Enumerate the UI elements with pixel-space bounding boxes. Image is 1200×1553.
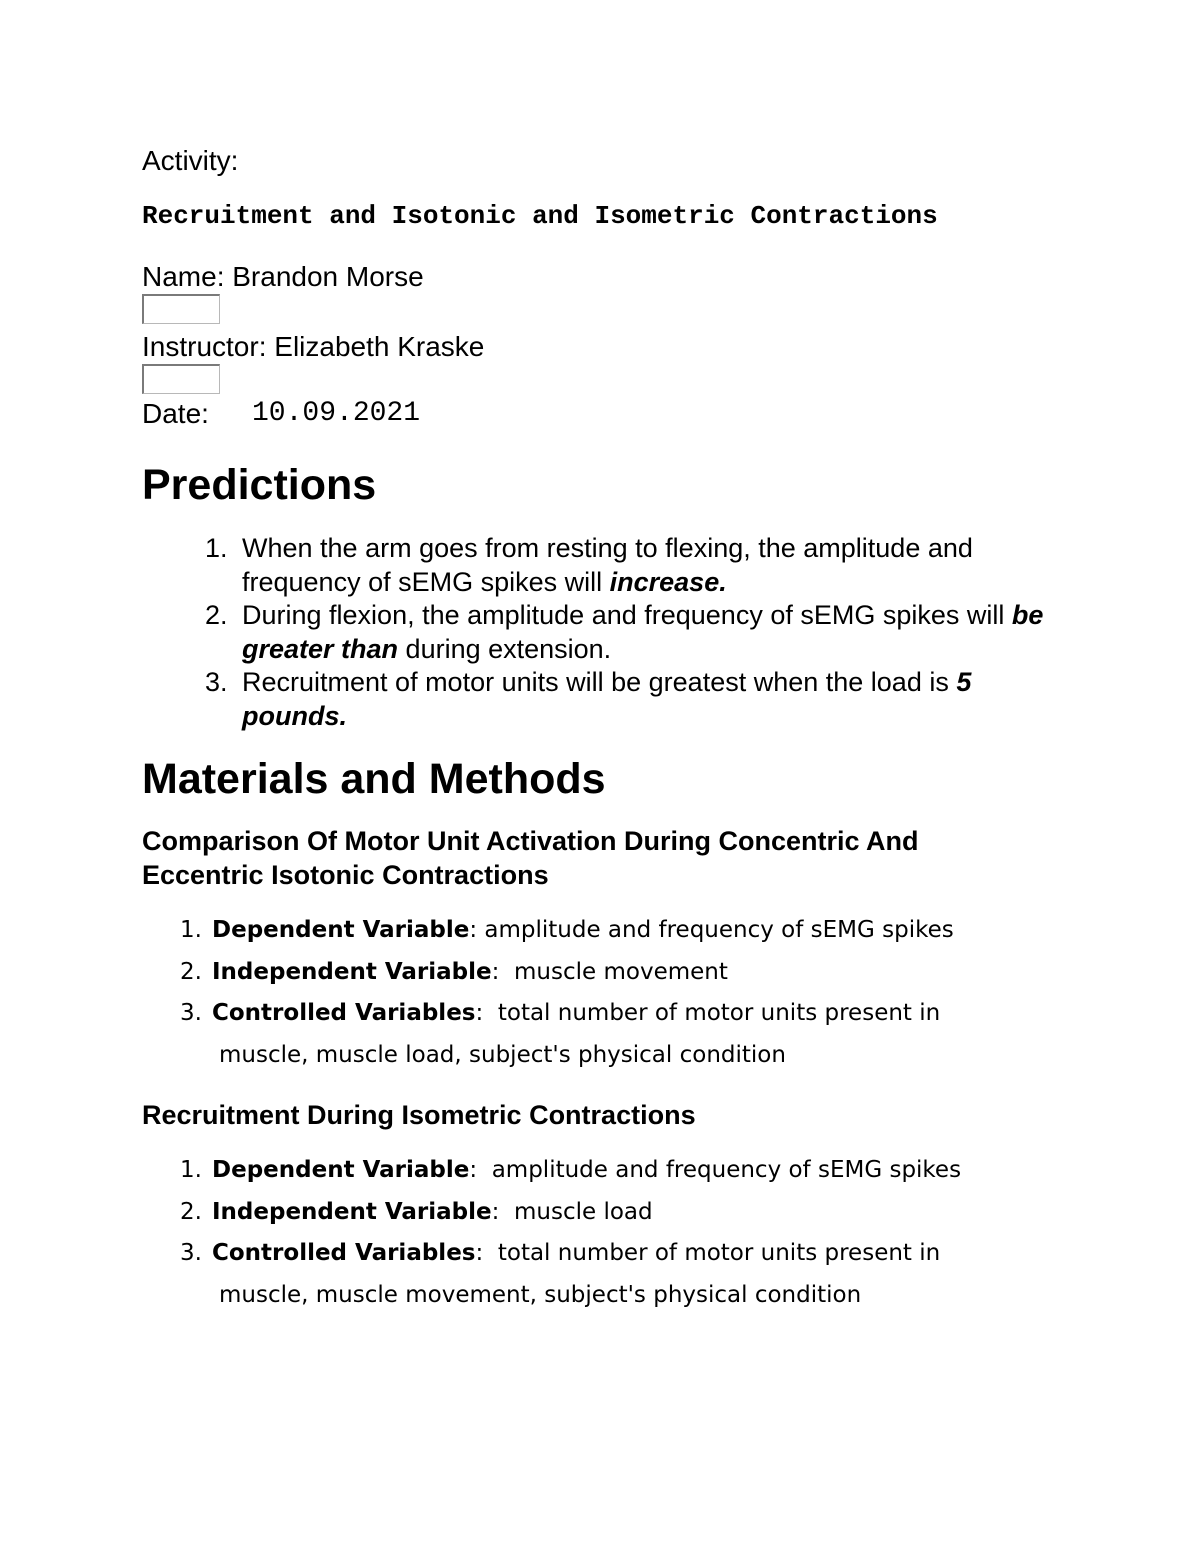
variable-item: [180, 952, 1040, 994]
name-line: [142, 260, 424, 294]
variable-label: Independent Variable: [212, 1198, 492, 1225]
activity-label: Activity:: [142, 145, 239, 176]
isometric-variables-list: [180, 1150, 1040, 1316]
name-label: Name:: [142, 261, 225, 292]
variable-item: [180, 1192, 1040, 1234]
section-title-isometric: Recruitment During Isometric Contractions: [142, 1100, 696, 1130]
list-number: 1.: [180, 917, 202, 943]
prediction-emphasis: be greater than: [242, 600, 1044, 664]
variable-item: [180, 1150, 1040, 1192]
variable-label: Controlled Variables: [212, 1240, 476, 1266]
instructor-line: [142, 330, 484, 364]
variable-label: Dependent Variable: [212, 1157, 470, 1183]
variable-value: muscle load: [499, 1198, 653, 1225]
name-input-box[interactable]: [142, 294, 220, 324]
prediction-text: During flexion, the amplitude and frequency of sEMG spikes will: [242, 600, 1012, 630]
variable-sep: :: [475, 1000, 484, 1026]
variable-value: total number of motor units present in: [483, 1000, 941, 1026]
variable-sep: :: [491, 1198, 500, 1225]
predictions-list: [200, 532, 1080, 733]
prediction-item: [200, 599, 1080, 666]
prediction-item: [200, 532, 1080, 599]
variable-value: amplitude and frequency of sEMG spikes: [477, 917, 954, 943]
variable-label: Controlled Variables: [212, 1000, 476, 1026]
list-number: 3.: [180, 1000, 202, 1026]
activity-title: Recruitment and Isotonic and Isometric Contractions: [142, 201, 938, 231]
list-number: 2.: [205, 600, 228, 630]
variable-value-continued: muscle, muscle movement, subject's physical condition: [219, 1281, 862, 1308]
section-title-isotonic: Comparison Of Motor Unit Activation During Concentric And Eccentric Isotonic Contractions: [142, 826, 919, 890]
variable-value: amplitude and frequency of sEMG spikes: [477, 1157, 962, 1183]
date-label: Date:: [142, 398, 209, 429]
variable-label: Dependent Variable: [212, 917, 470, 943]
isotonic-variables-list: [180, 910, 1040, 1076]
prediction-emphasis: increase.: [609, 566, 727, 597]
variable-value: muscle movement: [499, 958, 728, 985]
variable-value-continued: muscle, muscle load, subject's physical condition: [219, 1041, 786, 1068]
instructor-label: Instructor:: [142, 331, 267, 362]
variable-item: [180, 993, 1040, 1076]
variable-value: total number of motor units present in: [483, 1240, 941, 1266]
variable-sep: :: [469, 1157, 478, 1183]
list-number: 3.: [180, 1240, 202, 1266]
instructor-value: Elizabeth Kraske: [274, 331, 485, 362]
predictions-heading: Predictions: [142, 461, 377, 509]
list-number: 2.: [180, 958, 202, 985]
prediction-text-after: during extension.: [398, 633, 612, 664]
list-number: 3.: [205, 667, 228, 697]
prediction-text: Recruitment of motor units will be greatest when the load is: [242, 667, 957, 697]
list-number: 1.: [205, 533, 228, 563]
list-number: 1.: [180, 1157, 202, 1183]
prediction-item: [200, 666, 1080, 733]
variable-item: [180, 910, 1040, 952]
variable-item: [180, 1233, 1040, 1316]
methods-heading: Materials and Methods: [142, 755, 606, 803]
date-value: 10.09.2021: [252, 398, 421, 429]
variable-sep: :: [491, 958, 500, 985]
list-number: 2.: [180, 1198, 202, 1225]
name-value: Brandon Morse: [232, 261, 424, 292]
prediction-emphasis: 5 pounds.: [242, 667, 972, 731]
prediction-text: When the arm goes from resting to flexing, the amplitude and frequency of sEMG spikes will: [242, 533, 973, 597]
variable-sep: :: [475, 1240, 484, 1266]
variable-sep: :: [469, 917, 478, 943]
variable-label: Independent Variable: [212, 958, 492, 985]
instructor-input-box[interactable]: [142, 364, 220, 394]
